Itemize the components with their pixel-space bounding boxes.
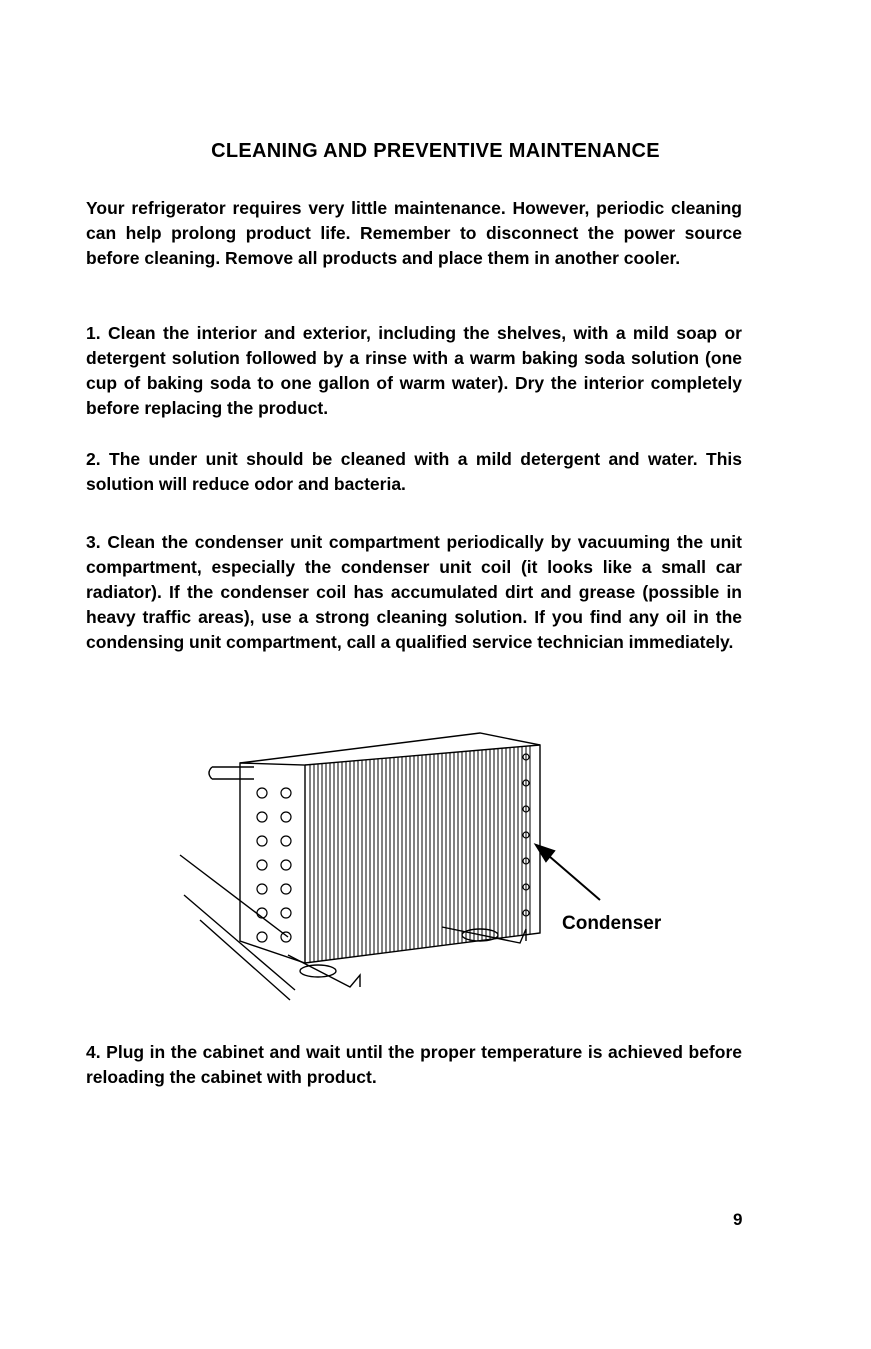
step-2-paragraph: 2. The under unit should be cleaned with a mild detergent and water. This solution will reduce odor and bacteria. <box>86 449 742 494</box>
condenser-illustration <box>170 705 690 1005</box>
tube-end <box>257 812 267 822</box>
inlet-pipe <box>209 767 254 779</box>
end-plate <box>240 763 305 963</box>
tube-end <box>257 788 267 798</box>
rail-line <box>200 920 290 1000</box>
step-3-paragraph: 3. Clean the condenser unit compartment periodically by vacuuming the unit compartment, especially the condenser unit coil (it looks like a small car radiator). If the condenser coil has accumulated dirt and grease (possible in heavy traffic areas), use a strong cleaning solution. If you find any oil in the condensing unit compartment, call a qualified service technician immediately. <box>86 532 742 652</box>
step-1-paragraph: 1. Clean the interior and exterior, including the shelves, with a mild soap or detergent solution followed by a rinse with a warm baking soda solution (one cup of baking soda to one gallon of warm water). Dry the interior completely before replacing the product. <box>86 323 742 418</box>
step-4-paragraph: 4. Plug in the cabinet and wait until the proper temperature is achieved before reloading the cabinet with product. <box>86 1042 742 1087</box>
tube-end <box>281 860 291 870</box>
condenser-drawing <box>170 705 690 1005</box>
condenser-label: Condenser <box>562 913 662 934</box>
intro-paragraph: Your refrigerator requires very little maintenance. However, periodic cleaning can help prolong product life. Remember to disconnect the power source before cleaning. Remove all products and place them in another cooler. <box>86 198 742 268</box>
tube-end <box>257 884 267 894</box>
page-heading: CLEANING AND PREVENTIVE MAINTENANCE <box>211 140 660 162</box>
tube-end <box>281 788 291 798</box>
rail-line <box>180 855 288 937</box>
tube-end <box>281 908 291 918</box>
tube-end <box>281 884 291 894</box>
tube-end <box>257 860 267 870</box>
tube-end <box>281 812 291 822</box>
page-number: 9 <box>733 1210 743 1229</box>
tube-end <box>257 836 267 846</box>
bracket <box>288 955 360 987</box>
tube-end <box>257 932 267 942</box>
tube-end <box>281 932 291 942</box>
pointer-arrow <box>536 845 600 900</box>
tube-end <box>281 836 291 846</box>
